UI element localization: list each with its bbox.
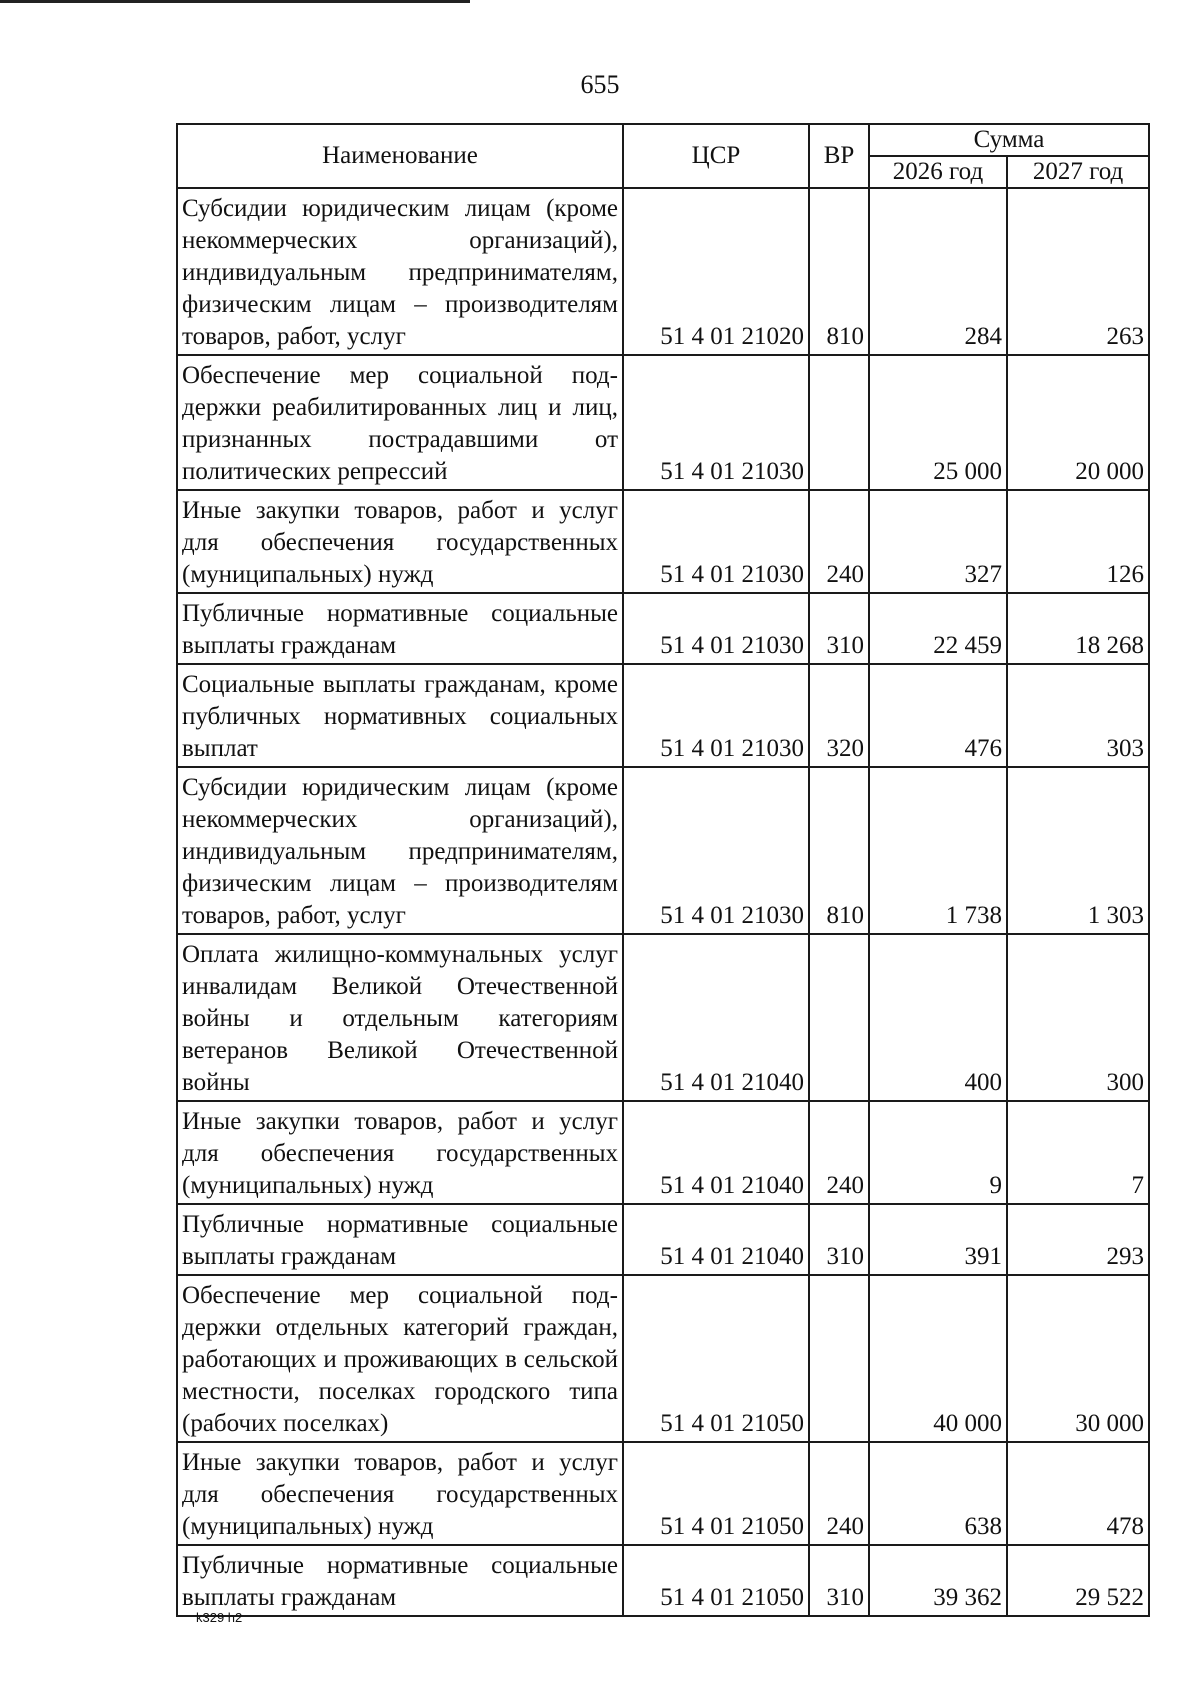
header-year-2026: 2026 год: [869, 156, 1007, 188]
row-name: Социальные выплаты гражданам, кроме публичных нормативных социальных выплат: [177, 664, 623, 767]
header-name: Наименование: [177, 124, 623, 188]
row-name: Обеспечение мер социальной поддержки реабилитированных лиц и лиц, признанных пострадавшими от политических репрессий: [177, 355, 623, 490]
row-sum-2026: 40 000: [869, 1275, 1007, 1442]
row-csr: 51 4 01 21030: [623, 490, 809, 593]
row-sum-2027: 29 522: [1007, 1545, 1149, 1616]
row-vr: [809, 355, 869, 490]
page-number: 655: [580, 70, 620, 99]
row-csr: 51 4 01 21050: [623, 1275, 809, 1442]
row-sum-2027: 1 303: [1007, 767, 1149, 934]
row-name: Иные закупки товаров, работ и услуг для обеспечения государственных (муниципальных) нужд: [177, 1101, 623, 1204]
table-row: [177, 1204, 1149, 1275]
header-sum: Сумма: [869, 124, 1149, 156]
table-row: [177, 188, 1149, 355]
row-name: Публичные нормативные социальные выплаты гражданам: [177, 593, 623, 664]
row-name: Субсидии юридическим лицам (кроме некоммерческих организаций), индивидуальным предпринимателям, физическим лицам – производителям товаров, работ, услуг: [177, 767, 623, 934]
row-name: Публичные нормативные социальные выплаты гражданам: [177, 1545, 623, 1616]
budget-table: [176, 123, 1150, 1617]
row-csr: 51 4 01 21020: [623, 188, 809, 355]
row-name: Иные закупки товаров, работ и услуг для обеспечения государственных (муниципальных) нужд: [177, 1442, 623, 1545]
header-vr: ВР: [809, 124, 869, 188]
row-vr: 810: [809, 188, 869, 355]
table-row: [177, 934, 1149, 1101]
row-sum-2026: 25 000: [869, 355, 1007, 490]
row-vr: 810: [809, 767, 869, 934]
row-sum-2026: 22 459: [869, 593, 1007, 664]
row-csr: 51 4 01 21050: [623, 1442, 809, 1545]
table-row: [177, 1101, 1149, 1204]
row-csr: 51 4 01 21030: [623, 664, 809, 767]
row-vr: 310: [809, 1545, 869, 1616]
table-row: [177, 664, 1149, 767]
footer-code: k329 h2: [196, 1610, 243, 1625]
table-row: [177, 1545, 1149, 1616]
table-row: [177, 593, 1149, 664]
row-name: Публичные нормативные социальные выплаты гражданам: [177, 1204, 623, 1275]
row-sum-2027: 126: [1007, 490, 1149, 593]
table-row: [177, 1275, 1149, 1442]
row-sum-2026: 327: [869, 490, 1007, 593]
row-vr: [809, 934, 869, 1101]
row-sum-2027: 478: [1007, 1442, 1149, 1545]
row-sum-2027: 293: [1007, 1204, 1149, 1275]
table-row: [177, 1442, 1149, 1545]
row-sum-2026: 638: [869, 1442, 1007, 1545]
row-sum-2027: 263: [1007, 188, 1149, 355]
table-row: [177, 767, 1149, 934]
row-vr: 240: [809, 1442, 869, 1545]
row-csr: 51 4 01 21030: [623, 767, 809, 934]
row-sum-2027: 7: [1007, 1101, 1149, 1204]
row-name: Субсидии юридическим лицам (кроме некоммерческих организаций), индивидуальным предпринимателям, физическим лицам – производителям товаров, работ, услуг: [177, 188, 623, 355]
row-vr: 240: [809, 1101, 869, 1204]
row-sum-2026: 39 362: [869, 1545, 1007, 1616]
row-sum-2027: 300: [1007, 934, 1149, 1101]
row-csr: 51 4 01 21040: [623, 934, 809, 1101]
row-sum-2026: 284: [869, 188, 1007, 355]
row-csr: 51 4 01 21030: [623, 593, 809, 664]
row-name: Обеспечение мер социальной поддержки отдельных категорий граждан, работающих и проживающих в сельской местности, поселках городского типа (рабочих поселках): [177, 1275, 623, 1442]
row-vr: 310: [809, 593, 869, 664]
row-sum-2026: 9: [869, 1101, 1007, 1204]
row-vr: 310: [809, 1204, 869, 1275]
row-csr: 51 4 01 21030: [623, 355, 809, 490]
row-csr: 51 4 01 21050: [623, 1545, 809, 1616]
row-name: Иные закупки товаров, работ и услуг для обеспечения государственных (муниципальных) нужд: [177, 490, 623, 593]
header-year-2027: 2027 год: [1007, 156, 1149, 188]
header-csr: ЦСР: [623, 124, 809, 188]
table-header: [177, 124, 1149, 188]
row-sum-2026: 1 738: [869, 767, 1007, 934]
table-row: [177, 355, 1149, 490]
row-sum-2026: 400: [869, 934, 1007, 1101]
row-name: Оплата жилищно-коммунальных услуг инвалидам Великой Отечественной войны и отдельным категориям ветеранов Великой Отечественной войны: [177, 934, 623, 1101]
row-csr: 51 4 01 21040: [623, 1204, 809, 1275]
row-sum-2027: 30 000: [1007, 1275, 1149, 1442]
table-body: [177, 188, 1149, 1616]
row-vr: 240: [809, 490, 869, 593]
table-row: [177, 490, 1149, 593]
scan-top-edge: [0, 0, 470, 3]
row-csr: 51 4 01 21040: [623, 1101, 809, 1204]
row-vr: 320: [809, 664, 869, 767]
row-vr: [809, 1275, 869, 1442]
row-sum-2026: 391: [869, 1204, 1007, 1275]
row-sum-2026: 476: [869, 664, 1007, 767]
row-sum-2027: 20 000: [1007, 355, 1149, 490]
row-sum-2027: 18 268: [1007, 593, 1149, 664]
row-sum-2027: 303: [1007, 664, 1149, 767]
